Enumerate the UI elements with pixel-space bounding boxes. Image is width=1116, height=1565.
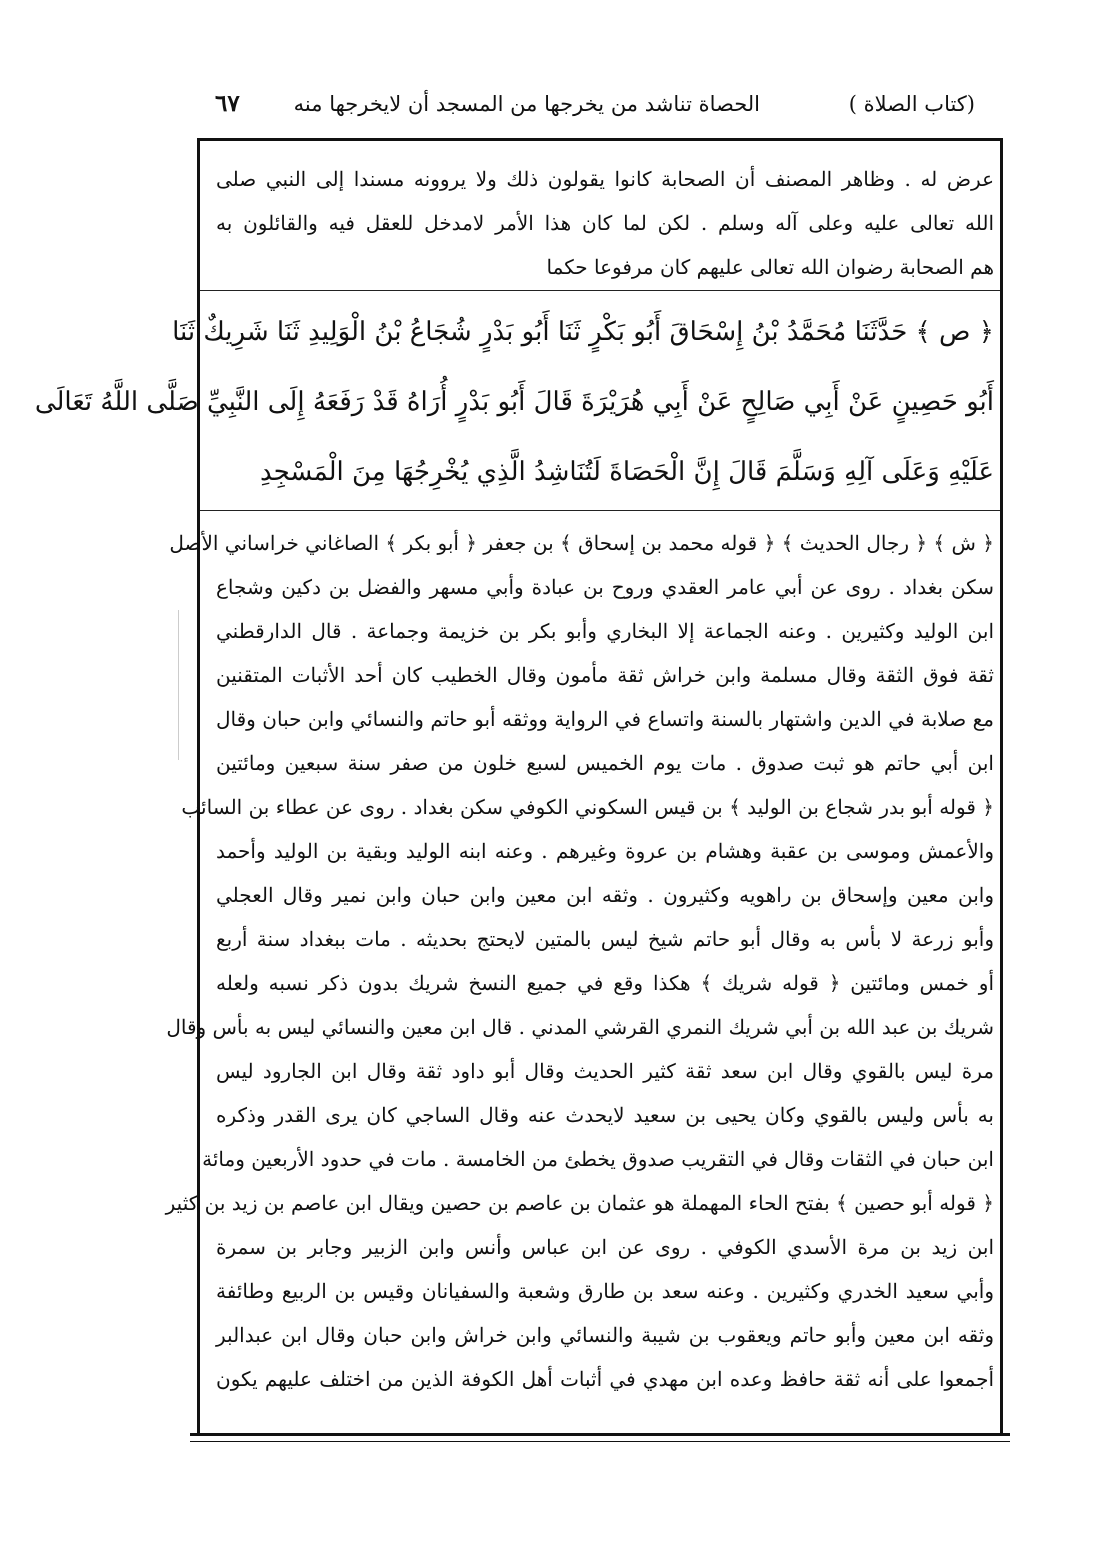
chapter-title: الحصاة تناشد من يخرجها من المسجد أن لايخرجها منه (293, 92, 760, 116)
commentary-line: والأعمش وموسى بن عقبة وهشام بن عروة وغيرهم . وعنه ابنه الوليد وبقية بن الوليد وأحمد (216, 839, 994, 863)
commentary-line: ابن أبي حاتم هو ثبت صدوق . مات يوم الخميس لسبع خلون من صفر سنة سبعين ومائتين (216, 751, 994, 775)
commentary-line: وابن معين وإسحاق بن راهويه وكثيرون . وثقه ابن معين وابن حبان وابن نمير وقال العجلي (216, 883, 994, 907)
commentary-line: أو خمس ومائتين ﴿ قوله شريك ﴾ هكذا وقع في جميع النسخ شريك بدون ذكر نسبه ولعله (216, 971, 994, 995)
hadith-line: أَبُو حَصِينٍ عَنْ أَبِي صَالِحٍ عَنْ أَبِي هُرَيْرَةَ قَالَ أَبُو بَدْرٍ أُرَاهُ قَدْ رَفَعَهُ إِلَى النَّبِيِّ صَلَّى اللَّهُ تَعَالَى (34, 387, 994, 417)
page-header (205, 88, 995, 128)
commentary-line: ﴿ قوله أبو حصين ﴾ بفتح الحاء المهملة هو عثمان بن عاصم بن حصين ويقال ابن عاصم بن زيد بن كثير (165, 1191, 994, 1215)
book-title: (كتاب الصلاة ) (848, 92, 975, 116)
frame-bottom-rule (190, 1433, 1010, 1436)
commentary-line: ابن حبان في الثقات وقال في التقريب صدوق يخطئ من الخامسة . مات في حدود الأربعين ومائة (202, 1147, 994, 1171)
commentary-line: ابن الوليد وكثيرين . وعنه الجماعة إلا البخاري وأبو بكر بن خزيمة وجماعة . قال الدارقطني (216, 619, 994, 643)
frame-bottom-rule-thin (190, 1441, 1010, 1442)
commentary-line: ﴿ قوله أبو بدر شجاع بن الوليد ﴾ بن قيس السكوني الكوفي سكن بغداد . روى عن عطاء بن السائب (181, 795, 994, 819)
commentary-line: شريك بن عبد الله بن أبي شريك النمري القرشي المدني . قال ابن معين والنسائي ليس به بأس وقال (166, 1015, 994, 1039)
commentary-top-line: الله تعالى عليه وعلى آله وسلم . لكن لما كان هذا الأمر لامدخل للعقل فيه والقائلون به (216, 211, 994, 235)
commentary-line: أجمعوا على أنه ثقة حافظ وعده ابن مهدي في أثبات أهل الكوفة الذين من اختلف عليهم يكون (216, 1367, 994, 1391)
commentary-line: وثقه ابن معين وأبو حاتم ويعقوب بن شيبة والنسائي وابن خراش وابن حبان وقال ابن عبدالبر (216, 1323, 994, 1347)
commentary-line: ثقة فوق الثقة وقال مسلمة وابن خراش ثقة مأمون وقال الخطيب كان أحد الأثبات المتقنين (216, 663, 994, 687)
commentary-line: سكن بغداد . روى عن أبي عامر العقدي وروح بن عبادة وأبي مسهر والفضل بن دكين وشجاع (216, 575, 994, 599)
scan-artifact-line (178, 610, 179, 760)
commentary-line: وأبو زرعة لا بأس به وقال أبو حاتم شيخ ليس بالمتين لايحتج بحديثه . مات ببغداد سنة أربع (216, 927, 994, 951)
commentary-top-line: هم الصحابة رضوان الله تعالى عليهم كان مرفوعا حكما (546, 255, 994, 279)
section-divider (200, 290, 1000, 291)
commentary-line: به بأس وليس بالقوي وكان يحيى بن سعيد لايحدث عنه وقال الساجي كان يرى القدر وذكره (216, 1103, 994, 1127)
commentary-line: مرة ليس بالقوي وقال ابن سعد ثقة كثير الحديث وقال أبو داود ثقة وقال ابن الجارود ليس (216, 1059, 994, 1083)
commentary-line: مع صلابة في الدين واشتهار بالسنة واتساع في الرواية ووثقه أبو حاتم والنسائي وابن حبان وقال (216, 707, 994, 731)
hadith-line: ﴿ ص ﴾ حَدَّثَنَا مُحَمَّدُ بْنُ إِسْحَاقَ أَبُو بَكْرٍ ثَنَا أَبُو بَدْرٍ شُجَاعُ بْنُ الْوَلِيدِ ثَنَا شَرِيكٌ ثَنَا (172, 317, 994, 347)
commentary-top-line: عرض له . وظاهر المصنف أن الصحابة كانوا يقولون ذلك ولا يروونه مسندا إلى النبي صلى (216, 167, 994, 191)
commentary-line: ابن زيد بن مرة الأسدي الكوفي . روى عن ابن عباس وأنس وابن الزبير وجابر بن سمرة (216, 1235, 994, 1259)
page-number: ٦٧ (215, 90, 240, 117)
commentary-line: وأبي سعيد الخدري وكثيرين . وعنه سعد بن طارق وشعبة والسفيانان وقيس بن الربيع وطائفة (216, 1279, 994, 1303)
commentary-line: ﴿ ش ﴾ ﴿ رجال الحديث ﴾ ﴿ قوله محمد بن إسحاق ﴾ بن جعفر ﴿ أبو بكر ﴾ الصاغاني خراساني الأصل (169, 531, 994, 555)
section-divider (200, 510, 1000, 511)
hadith-line: عَلَيْهِ وَعَلَى آلِهِ وَسَلَّمَ قَالَ إِنَّ الْحَصَاةَ لَتُنَاشِدُ الَّذِي يُخْرِجُهَا مِنَ الْمَسْجِدِ (259, 457, 994, 487)
